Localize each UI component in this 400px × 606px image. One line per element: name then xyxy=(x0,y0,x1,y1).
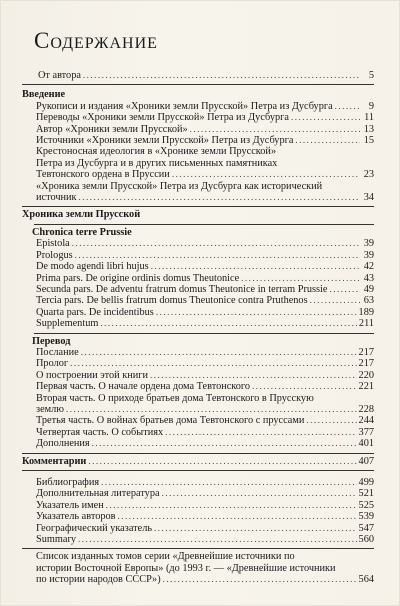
toc-entry-page: 525 xyxy=(358,499,374,511)
section-divider xyxy=(22,470,374,471)
toc-entry-title: От автора xyxy=(38,70,81,81)
leader-dots xyxy=(163,574,357,585)
leader-dots xyxy=(88,456,356,467)
section-divider xyxy=(34,224,374,225)
leader-dots xyxy=(291,112,360,123)
toc-entry[interactable] xyxy=(22,534,374,545)
section-divider xyxy=(22,548,374,549)
leader-dots xyxy=(83,70,360,81)
toc-entry-title: De modo agendi libri hujus xyxy=(36,261,149,273)
toc-entry-page: 499 xyxy=(358,477,374,488)
toc-entry-page: 217 xyxy=(358,358,374,370)
toc-entry[interactable] xyxy=(22,284,374,295)
toc-entry-page: 539 xyxy=(358,511,374,523)
toc-entry-title-line: Крестоносная идеология в «Хронике земли Прусской» xyxy=(36,146,277,158)
toc-entry[interactable] xyxy=(22,124,374,135)
toc-entry-title-line: «Хроника земли Прусской» Петра из Дусбурга как исторический xyxy=(36,180,323,192)
toc-entry-page: 11 xyxy=(364,112,374,124)
toc-entry-title: Дополнения xyxy=(36,438,90,450)
leader-dots xyxy=(70,358,356,369)
toc-entry[interactable] xyxy=(22,415,374,426)
toc-entry-title: Дополнительная литература xyxy=(36,488,160,500)
toc-entry-page: 564 xyxy=(358,574,374,586)
leader-dots xyxy=(252,381,357,392)
leader-dots xyxy=(154,523,357,534)
toc-entry-title: Автор «Хроники земли Прусской» xyxy=(36,123,188,135)
section-divider xyxy=(34,333,374,334)
toc-entry-page: 547 xyxy=(358,522,374,534)
toc-entry-title: Prologus xyxy=(36,249,73,261)
leader-dots xyxy=(295,135,360,146)
toc-entry[interactable] xyxy=(22,250,374,261)
leader-dots xyxy=(172,169,360,180)
toc-entry-title-line: Петра из Дусбурга и в других письменных памятниках xyxy=(36,157,278,169)
toc-entry[interactable] xyxy=(22,358,374,369)
table-of-contents xyxy=(22,70,374,586)
leader-dots xyxy=(306,415,356,426)
toc-entry-title: Послание xyxy=(36,346,79,358)
toc-entry-page: 377 xyxy=(358,426,374,438)
toc-entry-title: Первая часть. О начале ордена дома Тевтонского xyxy=(36,381,251,393)
toc-entry-page: 5 xyxy=(368,70,374,81)
toc-entry[interactable] xyxy=(22,135,374,146)
toc-entry[interactable] xyxy=(22,318,374,329)
toc-entry-page: 34 xyxy=(363,192,374,204)
toc-entry-title-line: Список изданных томов серии «Древнейшие источники по xyxy=(36,551,295,563)
leader-dots xyxy=(92,438,357,449)
toc-entry-title-line: по истории народов СССР») xyxy=(36,574,161,586)
toc-entry-title: Tercia pars. De bellis fratrum domus Theutonice contra Pruthenos xyxy=(36,295,308,307)
leader-dots xyxy=(335,101,360,112)
toc-entry-multiline[interactable] xyxy=(22,551,374,585)
toc-entry[interactable] xyxy=(22,438,374,449)
toc-entry-title: Источники «Хроники земли Прусской» Петра из Дусбурга xyxy=(36,135,294,147)
toc-entry-multiline[interactable] xyxy=(22,181,374,204)
toc-entry-page: 189 xyxy=(358,306,374,318)
toc-entry[interactable] xyxy=(22,347,374,358)
leader-dots xyxy=(81,347,357,358)
toc-entry-title: Prima pars. De origine ordinis domus Theutonice xyxy=(36,272,240,284)
leader-dots xyxy=(78,534,357,545)
toc-entry-title-line: землю xyxy=(36,403,64,415)
toc-entry-title-line: Вторая часть. О приходе братьев дома Тевтонского в Прусскую xyxy=(36,392,314,404)
toc-entry-page: 39 xyxy=(363,249,374,261)
toc-entry[interactable] xyxy=(22,427,374,438)
toc-entry[interactable] xyxy=(22,500,374,511)
toc-entry-multiline[interactable] xyxy=(22,393,374,416)
toc-entry-title: Epistola xyxy=(36,238,70,250)
section-divider xyxy=(22,84,374,85)
toc-entry-page: 15 xyxy=(363,135,374,147)
toc-entry-title: Supplementum xyxy=(36,318,99,330)
toc-entry-page: 401 xyxy=(358,438,374,450)
toc-entry[interactable] xyxy=(22,261,374,272)
leader-dots xyxy=(100,318,357,329)
toc-entry-title: Библиография xyxy=(36,477,100,488)
toc-entry-title: Указатель имен xyxy=(36,499,104,511)
toc-entry[interactable] xyxy=(22,101,374,112)
toc-entry[interactable] xyxy=(22,488,374,499)
toc-entry-page: 220 xyxy=(358,369,374,381)
toc-entry-page: 42 xyxy=(363,261,374,273)
toc-entry[interactable] xyxy=(22,112,374,123)
subsection-heading-translation: Перевод xyxy=(32,335,71,347)
toc-entry[interactable] xyxy=(22,523,374,534)
leader-dots xyxy=(66,404,357,415)
toc-entry-title: Пролог xyxy=(36,358,69,370)
leader-dots xyxy=(151,261,360,272)
toc-entry-comments[interactable] xyxy=(22,456,374,467)
toc-entry-page: 63 xyxy=(363,295,374,307)
leader-dots xyxy=(150,370,357,381)
toc-entry[interactable] xyxy=(22,477,374,488)
toc-entry-from-author[interactable] xyxy=(22,70,374,81)
toc-entry-title: Географический указатель xyxy=(36,522,153,534)
leader-dots xyxy=(162,488,357,499)
toc-entry[interactable] xyxy=(22,273,374,284)
leader-dots xyxy=(72,238,360,249)
toc-entry[interactable] xyxy=(22,307,374,318)
leader-dots xyxy=(165,427,356,438)
toc-entry-page: 211 xyxy=(358,318,374,330)
page-title: Содержание xyxy=(34,28,158,53)
toc-entry-title: Третья часть. О войнах братьев дома Тевтонского с пруссами xyxy=(36,415,305,427)
leader-dots xyxy=(310,295,360,306)
toc-entry-page: 221 xyxy=(358,381,374,393)
section-heading-intro: Введение xyxy=(22,89,66,101)
toc-entry-title: Переводы «Хроники земли Прусской» Петра из Дусбурга xyxy=(36,112,289,124)
toc-entry-title: О построении этой книги xyxy=(36,369,148,381)
toc-entry-page: 43 xyxy=(363,272,374,284)
toc-entry[interactable] xyxy=(22,511,374,522)
toc-entry-title: Quarta pars. De incidentibus xyxy=(36,306,154,318)
leader-dots xyxy=(329,284,360,295)
toc-entry-page: 217 xyxy=(358,346,374,358)
section-heading-chronicle: Хроника земли Прусской xyxy=(22,209,141,221)
section-divider xyxy=(22,453,374,454)
toc-entry-page: 244 xyxy=(358,415,374,427)
toc-entry-multiline[interactable] xyxy=(22,146,374,180)
toc-entry-page: 9 xyxy=(368,100,374,112)
toc-entry-title: Комментарии xyxy=(22,455,87,467)
leader-dots xyxy=(241,273,360,284)
toc-entry-title: Четвертая часть. О событиях xyxy=(36,426,164,438)
toc-entry-title: Рукописи и издания «Хроники земли Прусской» Петра из Дусбурга xyxy=(36,100,333,112)
toc-entry-page: 560 xyxy=(358,534,374,546)
toc-entry-page: 13 xyxy=(363,123,374,135)
toc-entry-title: Summary xyxy=(36,534,77,546)
toc-entry[interactable] xyxy=(22,370,374,381)
leader-dots xyxy=(106,500,357,511)
toc-entry-page: 39 xyxy=(363,238,374,250)
toc-entry[interactable] xyxy=(22,295,374,306)
toc-entry-page: 23 xyxy=(363,169,374,181)
toc-entry-page: 228 xyxy=(358,403,374,415)
toc-entry[interactable] xyxy=(22,381,374,392)
leader-dots xyxy=(79,192,360,203)
leader-dots xyxy=(118,511,357,522)
toc-entry[interactable] xyxy=(22,238,374,249)
toc-entry-page: 521 xyxy=(358,488,374,500)
toc-entry-title-line: источник xyxy=(36,192,77,204)
toc-entry-title: Secunda pars. De adventu fratrum domus Theutonice in terram Prussie xyxy=(36,283,328,295)
subsection-heading-latin: Chronica terre Prussie xyxy=(32,226,132,238)
toc-entry-page: 407 xyxy=(358,455,374,467)
leader-dots xyxy=(156,307,357,318)
toc-entry-title-line: истории Восточной Европы» (до 1993 г. — «Древнейшие источники xyxy=(36,562,336,574)
toc-entry-page: 49 xyxy=(363,283,374,295)
toc-entry-title: Указатель авторов xyxy=(36,511,116,523)
toc-entry-title-line: Тевтонского ордена в Пруссии xyxy=(36,169,170,181)
leader-dots xyxy=(101,477,356,488)
leader-dots xyxy=(75,250,360,261)
leader-dots xyxy=(190,124,360,135)
section-divider xyxy=(22,206,374,207)
